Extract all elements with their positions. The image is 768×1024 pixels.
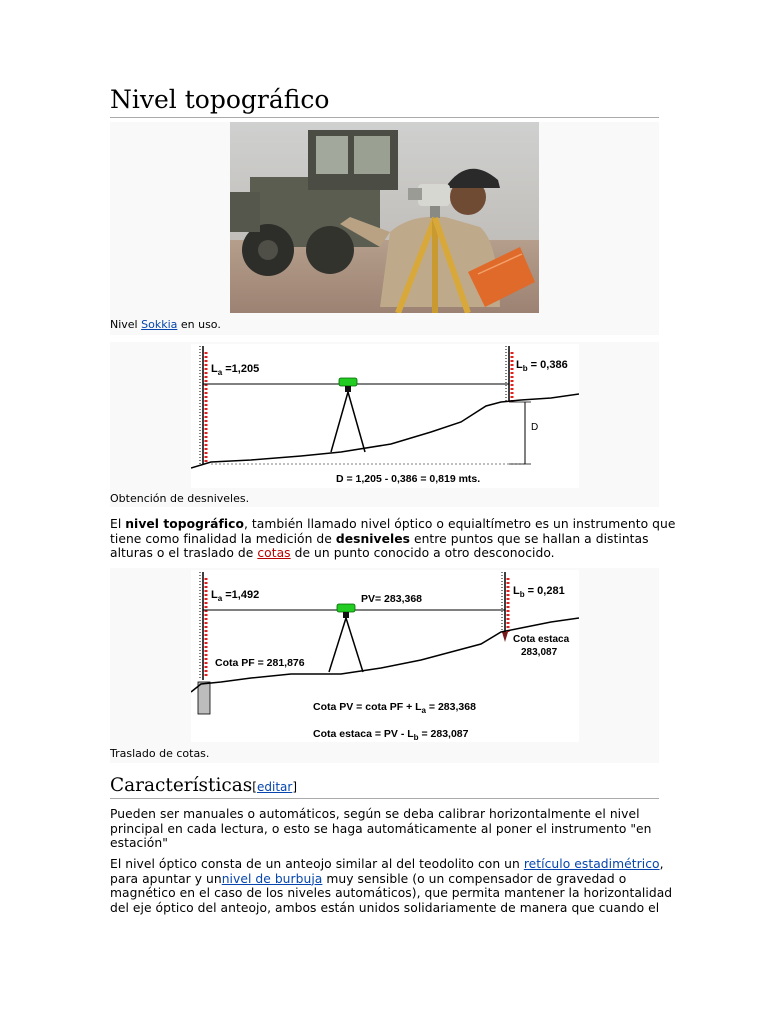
paragraph-text: El nivel óptico consta de un anteojo similar al del teodolito con un [110,857,524,871]
intro-paragraph [110,517,676,561]
paragraph-manual-automatic [110,807,659,851]
intro-text: alturas o el traslado de [110,546,258,561]
section-title: Características [110,775,253,796]
bold-term: desniveles [335,531,411,546]
desniveles-diagram [191,344,579,488]
surveyor-photo [230,122,539,313]
figure1-caption-suffix: en uso. [177,318,221,331]
lb-label: $L_b = 0,281$ [513,585,565,599]
figure3-caption: Traslado de cotas. [110,747,210,760]
figure-desniveles-panel [110,342,659,507]
cota-estaca-formula: Cota estaca = PV - $L_b = 283,087$ [313,728,469,742]
desniveles-formula: D = 1,205 - 0,386 = 0,819 mts. [336,473,481,485]
intro-text: entre puntos que se hallan a distintas [410,531,649,546]
d-dimension-label: D [531,422,539,433]
la-label: $L_a =1,205$ [211,363,260,377]
pv-label: PV= 283,368 [361,593,423,605]
cota-pf-label: Cota PF = 281,876 [215,657,305,669]
intro-text: de un punto conocido a otro desconocido. [290,546,555,561]
cotas-link[interactable]: cotas [257,546,291,561]
bold-term: nivel topográfico [125,517,244,531]
intro-text: tiene como finalidad la medición de [110,531,336,546]
edit-link[interactable]: editar [256,780,293,794]
figure2-caption: Obtención de desniveles. [110,492,250,505]
paragraph-text: muy sensible (o un compensador de gravedad o [322,871,627,886]
paragraph-line: magnético en el caso de los niveles automáticos), que permita mantener la horizontalidad [110,886,673,901]
paragraph-text: , [659,857,664,871]
paragraph-line: estación" [110,836,168,851]
lb-label: $L_b = 0,386$ [516,359,568,373]
la-label: $L_a =1,492$ [211,589,260,603]
cotas-diagram [191,570,579,742]
intro-text: El [110,517,126,531]
paragraph-nivel-optico [110,857,673,915]
figure1-caption [110,318,221,332]
paragraph-line: principal en cada lectura, o esto se haga automáticamente al poner el instrumento "en [110,821,652,836]
paragraph-line: Pueden ser manuales o automáticos, según se deba calibrar horizontalmente el nivel [110,807,640,821]
intro-text: , también llamado nivel óptico o equialtímetro es un instrumento que [243,517,676,531]
cota-estaca-label: Cota estaca [513,634,570,645]
edit-section: [editar] [252,780,297,794]
paragraph-text: para apuntar y un [110,871,222,886]
nivel-burbuja-link[interactable]: nivel de burbuja [221,871,323,886]
figure-cotas-panel [110,568,659,763]
sokkia-link[interactable]: Sokkia [141,318,178,331]
figure-photo-panel [110,122,659,335]
figure1-caption-prefix: Nivel [110,318,142,331]
reticulo-link[interactable]: retículo estadimétrico [523,857,660,871]
page-title: Nivel topográfico [110,84,659,118]
paragraph-line: del eje óptico del anteojo, ambos están unidos solidariamente de manera que cuando el [110,900,660,915]
cota-pv-formula: Cota PV = cota PF + $L_a = 283,368$ [313,701,476,715]
section-heading [110,774,659,799]
cota-estaca-value: 283,087 [521,647,558,658]
